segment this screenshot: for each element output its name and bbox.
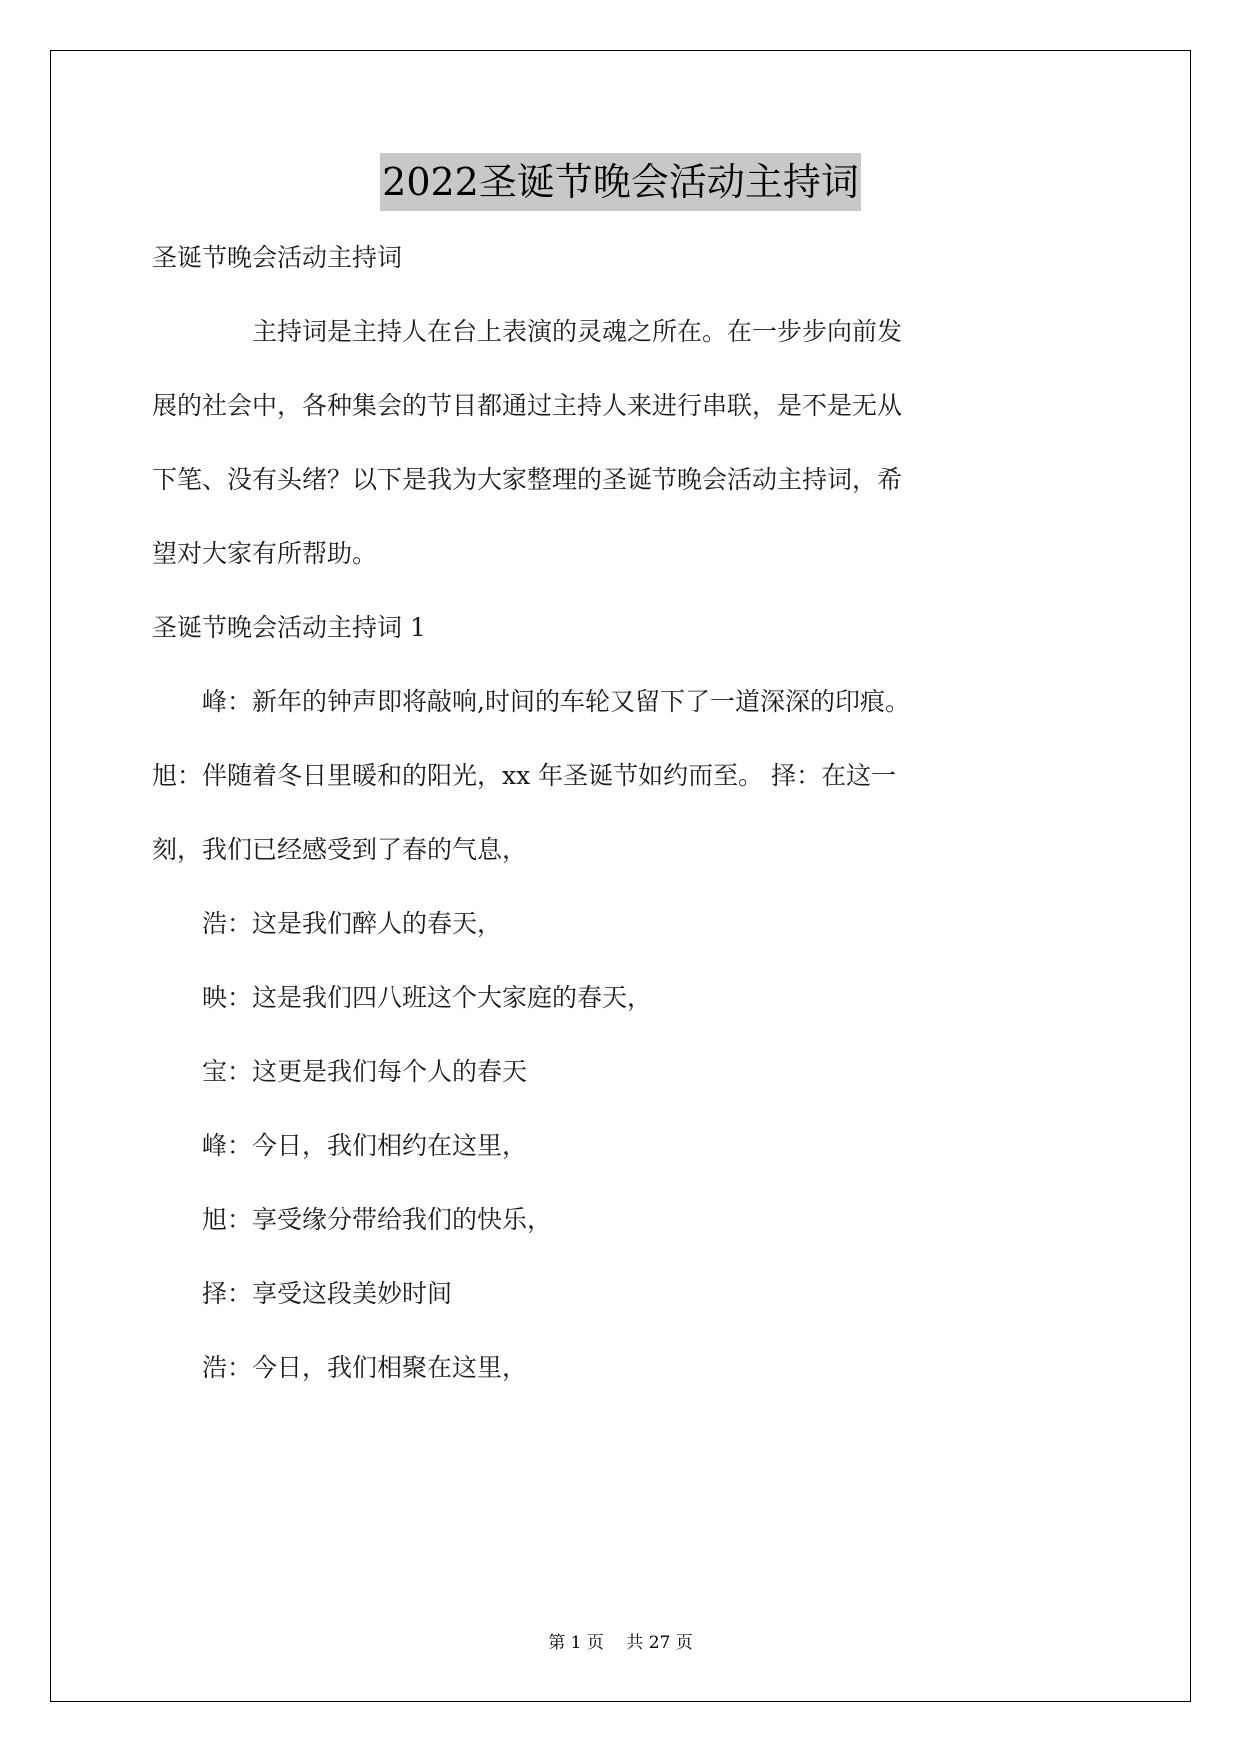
body-line-dialogue: 峰：今日，我们相约在这里， — [152, 1131, 528, 1160]
body-line-dialogue: 择：享受这段美妙时间 — [152, 1279, 453, 1308]
body-line-dialogue: 峰：新年的钟声即将敲响,时间的车轮又留下了一道深深的印痕。 — [152, 687, 910, 716]
page-footer: 第 1 页 共 27 页 — [548, 1633, 693, 1653]
body-line-section-heading: 圣诞节晚会活动主持词 1 — [152, 613, 426, 642]
body-line-intro-3: 下笔、没有头绪？以下是我为大家整理的圣诞节晚会活动主持词，希 — [152, 465, 903, 494]
body-line-intro-4: 望对大家有所帮助。 — [152, 539, 378, 568]
page-border — [50, 50, 1191, 1702]
title-container — [0, 153, 1241, 211]
body-line-dialogue: 浩：今日，我们相聚在这里， — [152, 1353, 528, 1382]
body-line-subtitle: 圣诞节晚会活动主持词 — [152, 243, 403, 272]
body-line-intro-2: 展的社会中，各种集会的节目都通过主持人来进行串联，是不是无从 — [152, 391, 903, 420]
body-line-dialogue: 刻，我们已经感受到了春的气息， — [152, 835, 528, 864]
body-line-dialogue: 宝：这更是我们每个人的春天 — [152, 1057, 528, 1086]
body-line-dialogue: 旭：伴随着冬日里暖和的阳光，xx 年圣诞节如约而至。 择：在这一 — [152, 761, 897, 790]
body-line-dialogue: 浩：这是我们醉人的春天， — [152, 909, 503, 938]
body-line-dialogue: 映：这是我们四八班这个大家庭的春天， — [152, 983, 653, 1012]
body-line-intro-1: 主持词是主持人在台上表演的灵魂之所在。在一步步向前发 — [152, 317, 903, 346]
document-title: 2022圣诞节晚会活动主持词 — [380, 153, 861, 211]
body-line-dialogue: 旭：享受缘分带给我们的快乐， — [152, 1205, 553, 1234]
